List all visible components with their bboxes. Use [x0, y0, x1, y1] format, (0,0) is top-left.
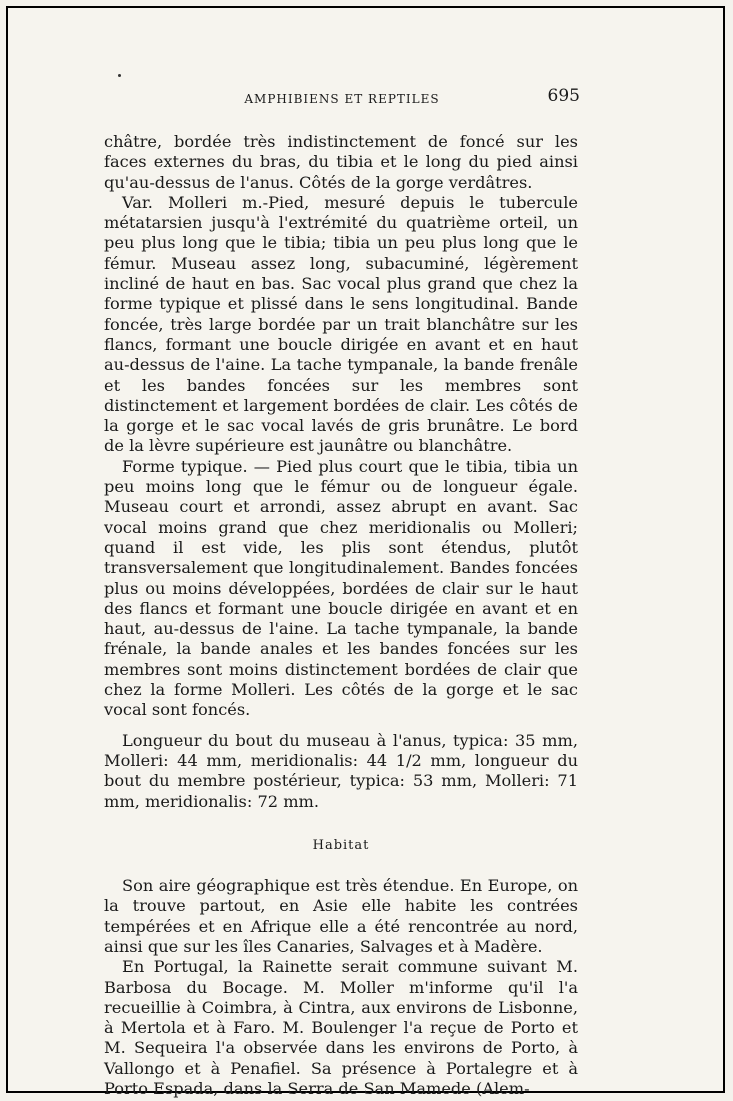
page-body	[104, 132, 578, 1099]
paragraph: En Portugal, la Rainette serait commune suivant M. Barbosa du Bocage. M. Moller m'informe qu'il l'a recueillie à Coimbra, à Cintra, aux environs de Lisbonne, à Mertola et à Faro. M. Boulenger l'a reçue de Porto et M. Sequeira l'a observée dans les environs de Porto, à Vallongo et à Penafiel. Sa présence à Portalegre et à Porto Espada, dans la Serra de San Mamede (Alem-	[104, 957, 578, 1099]
paragraph: Var. Molleri m.-Pied, mesuré depuis le tubercule métatarsien jusqu'à l'extrémité du quatrième orteil, un peu plus long que le tibia; tibia un peu plus long que le fémur. Museau assez long, subacuminé, légèrement incliné de haut en bas. Sac vocal plus grand que chez la forme typique et plissé dans le sens longitudinal. Bande foncée, très large bordée par un trait blanchâtre sur les flancs, formant une boucle dirigée en avant et en haut au-dessus de l'aine. La tache tympanale, la bande frenâle et les bandes foncées sur les membres sont distinctement et largement bordées de clair. Les côtés de la gorge et le sac vocal lavés de gris brunâtre. Le bord de la lèvre supérieure est jaunâtre ou blanchâtre.	[104, 192, 578, 456]
page-number: 695	[547, 86, 580, 106]
paragraph: Forme typique. — Pied plus court que le tibia, tibia un peu moins long que le fémur ou de longueur égale. Museau court et arrondi, assez abrupt en avant. Sac vocal moins grand que chez meridionalis ou Molleri; quand il est vide, les plis sont étendus, plutôt transversalement que longitudinalement. Bandes foncées plus ou moins développées, bordées de clair sur le haut des flancs et formant une boucle dirigée en avant et en haut, au-dessus de l'aine. La tache tympanale, la bande frénale, la bande anales et les bandes foncées sur les membres sont moins distinctement bordées de clair que chez la forme Molleri. Les côtés de la gorge et le sac vocal sont foncés.	[104, 456, 578, 720]
speck	[118, 74, 121, 77]
running-header	[104, 88, 580, 110]
paragraph: Longueur du bout du museau à l'anus, typica: 35 mm, Molleri: 44 mm, meridionalis: 44 1/2 mm, longueur du bout du membre postérieur, typica: 53 mm, Molleri: 71 mm, meridionalis: 72 mm.	[104, 730, 578, 811]
paragraph: Son aire géographique est très étendue. En Europe, on la trouve partout, en Asie elle habite les contrées tempérées et en Afrique elle a été rencontrée au nord, ainsi que sur les îles Canaries, Salvages et à Madère.	[104, 876, 578, 956]
section-heading: Habitat	[312, 837, 370, 853]
paragraph: châtre, bordée très indistinctement de foncé sur les faces externes du bras, du tibia et le long du pied ainsi qu'au-dessus de l'anus. Côtés de la gorge verdâtres.	[104, 132, 578, 192]
header-title: AMPHIBIENS ET REPTILES	[244, 92, 440, 106]
